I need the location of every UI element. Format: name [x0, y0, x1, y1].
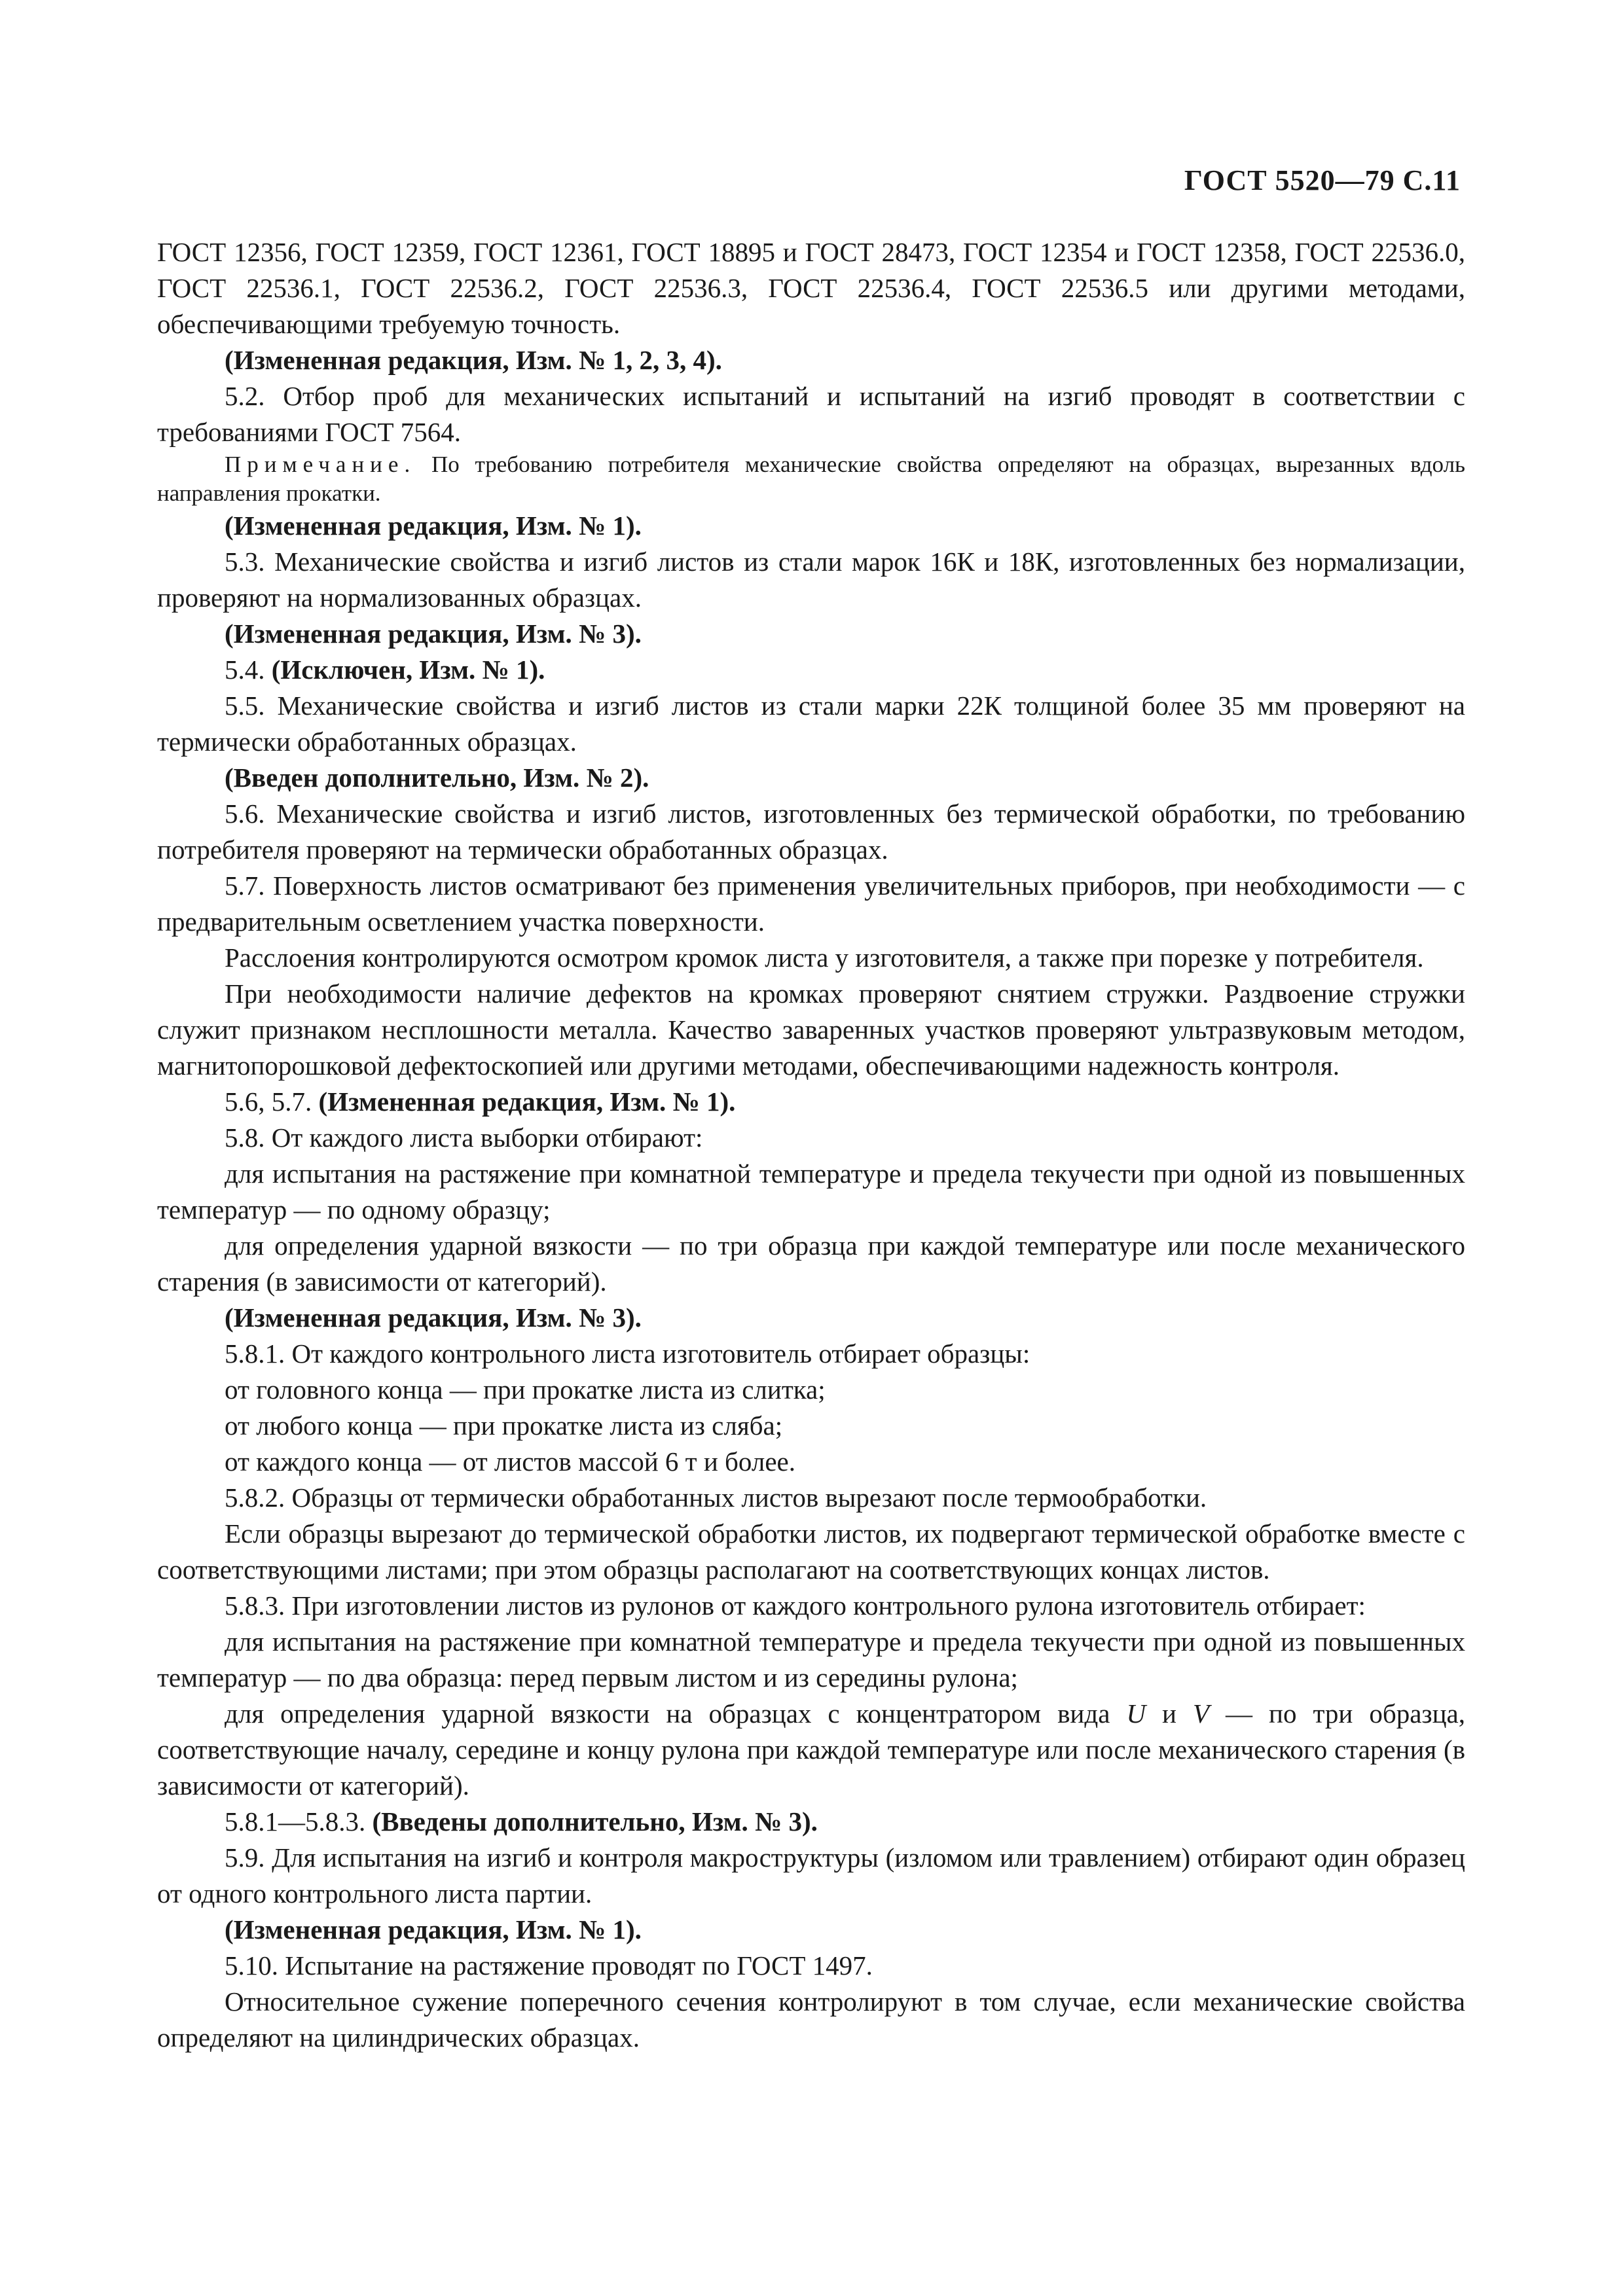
amendment-note: (Исключен, Изм. № 1).: [271, 655, 545, 685]
paragraph: Если образцы вырезают до термической обработки листов, их подвергают термической обработке вместе с соответствующими листами; при этом образцы располагают на соответствующих концах листов.: [157, 1518, 1465, 1585]
document-body: [157, 234, 1465, 2056]
clause-number: 5.4.: [225, 655, 272, 685]
amendment-note: (Измененная редакция, Изм. № 3).: [225, 1302, 642, 1333]
text-span: и: [1146, 1698, 1193, 1729]
paragraph: При необходимости наличие дефектов на кромках проверяют снятием стружки. Раздвоение стружки служит признаком несплошности металла. Качество заваренных участков проверяют ультразвуковым методом, магнитопорошковой дефектоскопией или другими методами, обеспечивающими надежность контроля.: [157, 978, 1465, 1081]
paragraph: Расслоения контролируются осмотром кромок листа у изготовителя, а также при порезке у потребителя.: [225, 942, 1424, 973]
amendment-line: [157, 1084, 1465, 1120]
text-span: — по три образца, соответствующие началу, середине и концу рулона при каждой температуре или после механического старения (в зависимости от категорий).: [157, 1698, 1465, 1801]
page-header: ГОСТ 5520—79 С.11: [1184, 164, 1461, 196]
clause-5-8: 5.8. От каждого листа выборки отбирают:: [225, 1122, 703, 1153]
amendment-note: (Введены дополнительно, Изм. № 3).: [372, 1806, 818, 1837]
paragraph: Относительное сужение поперечного сечения контролируют в том случае, если механические свойства определяют на цилиндрических образцах.: [157, 1986, 1465, 2053]
amendment-note: (Измененная редакция, Изм. № 3).: [225, 619, 642, 649]
clause-5-3: 5.3. Механические свойства и изгиб листов из стали марок 16К и 18К, изготовленных без нормализации, проверяют на нормализованных образцах.: [157, 547, 1465, 613]
note-text: По требованию потребителя механические свойства определяют на образцах, вырезанных вдоль направления прокатки.: [157, 452, 1465, 506]
amendment-note: (Измененная редакция, Изм. № 1, 2, 3, 4).: [225, 345, 722, 375]
clause-5-10: 5.10. Испытание на растяжение проводят по ГОСТ 1497.: [225, 1950, 873, 1981]
clause-5-5: 5.5. Механические свойства и изгиб листов из стали марки 22К толщиной более 35 мм проверяют на термически обработанных образцах.: [157, 691, 1465, 757]
symbol-u: U: [1126, 1698, 1146, 1729]
clause-5-8-2: 5.8.2. Образцы от термически обработанных листов вырезают после термообработки.: [225, 1482, 1207, 1513]
note-label: Примечание.: [225, 452, 416, 477]
amendment-note: (Измененная редакция, Изм. № 1).: [225, 1914, 642, 1945]
paragraph: для определения ударной вязкости — по три образца при каждой температуре или после механического старения (в зависимости от категорий).: [157, 1230, 1465, 1297]
amendment-note: (Введен дополнительно, Изм. № 2).: [225, 762, 649, 793]
paragraph: от каждого конца — от листов массой 6 т и более.: [225, 1446, 795, 1477]
clause-5-7: 5.7. Поверхность листов осматривают без применения увеличительных приборов, при необходимости — с предварительным осветлением участка поверхности.: [157, 870, 1465, 937]
amendment-line: [157, 1804, 1465, 1840]
clause-5-8-3: 5.8.3. При изготовлении листов из рулонов от каждого контрольного рулона изготовитель отбирает:: [225, 1590, 1366, 1621]
clause-5-9: 5.9. Для испытания на изгиб и контроля макроструктуры (изломом или травлением) отбирают один образец от одного контрольного листа партии.: [157, 1842, 1465, 1909]
paragraph: для испытания на растяжение при комнатной температуре и предела текучести при одной из повышенных температур — по два образца: перед первым листом и из середины рулона;: [157, 1626, 1465, 1693]
amendment-note: (Измененная редакция, Изм. № 1).: [318, 1086, 736, 1117]
amendment-note: (Измененная редакция, Изм. № 1).: [225, 511, 642, 541]
clause-5-4: [157, 652, 1465, 688]
text-span: для определения ударной вязкости на образцах с концентратором вида: [225, 1698, 1127, 1729]
clause-number: 5.6, 5.7.: [225, 1086, 319, 1117]
note: [157, 450, 1465, 508]
clause-5-2: 5.2. Отбор проб для механических испытаний и испытаний на изгиб проводят в соответствии с требованиями ГОСТ 7564.: [157, 381, 1465, 447]
paragraph: ГОСТ 12356, ГОСТ 12359, ГОСТ 12361, ГОСТ 18895 и ГОСТ 28473, ГОСТ 12354 и ГОСТ 12358, ГОСТ 22536.0, ГОСТ 22536.1, ГОСТ 22536.2, ГОСТ 22536.3, ГОСТ 22536.4, ГОСТ 22536.5 или другими методами, обеспечивающими требуемую точность.: [157, 237, 1465, 339]
paragraph: [157, 1696, 1465, 1804]
clause-5-6: 5.6. Механические свойства и изгиб листов, изготовленных без термической обработки, по требованию потребителя проверяют на термически обработанных образцах.: [157, 798, 1465, 865]
clause-5-8-1: 5.8.1. От каждого контрольного листа изготовитель отбирает образцы:: [225, 1338, 1030, 1369]
paragraph: для испытания на растяжение при комнатной температуре и предела текучести при одной из повышенных температур — по одному образцу;: [157, 1158, 1465, 1225]
symbol-v: V: [1193, 1698, 1210, 1729]
paragraph: от любого конца — при прокатке листа из сляба;: [225, 1410, 783, 1441]
clause-number: 5.8.1—5.8.3.: [225, 1806, 373, 1837]
paragraph: от головного конца — при прокатке листа из слитка;: [225, 1374, 826, 1405]
